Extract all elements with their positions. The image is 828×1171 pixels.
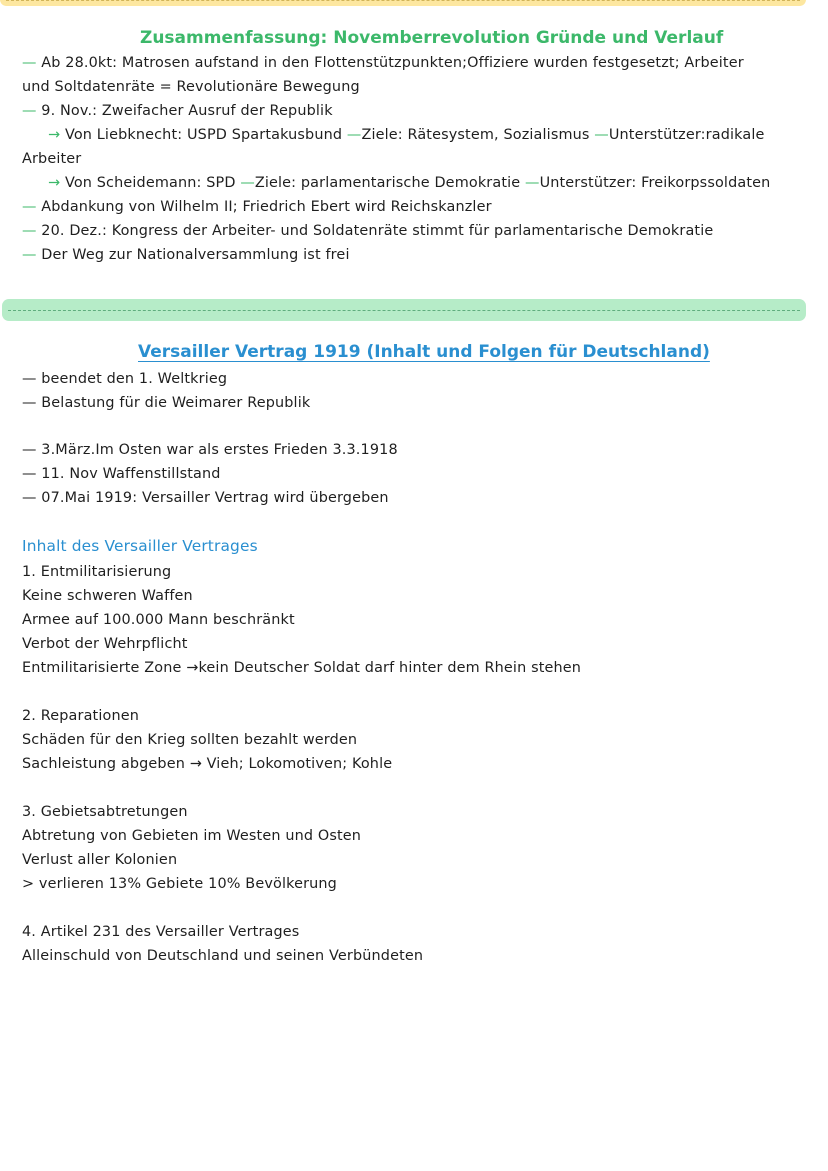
content-line: > verlieren 13% Gebiete 10% Bevölkerung	[22, 876, 337, 892]
arrow-icon: →	[48, 175, 65, 191]
content-line: 2. Reparationen	[22, 708, 139, 724]
section-title-versailles: Versailler Vertrag 1919 (Inhalt und Folgen für Deutschland)	[138, 342, 710, 362]
summary-line: — Ab 28.0kt: Matrosen aufstand in den Flottenstützpunkten;Offiziere wurden festgesetzt; Arbeiter	[22, 55, 744, 71]
middle-divider-band	[2, 299, 806, 321]
summary-line: — Abdankung von Wilhelm II; Friedrich Ebert wird Reichskanzler	[22, 199, 492, 215]
subheading-inhalt: Inhalt des Versailler Vertrages	[22, 537, 258, 555]
content-line: 4. Artikel 231 des Versailler Vertrages	[22, 924, 300, 940]
content-line: Armee auf 100.000 Mann beschränkt	[22, 612, 295, 628]
content-line: Verlust aller Kolonien	[22, 852, 178, 868]
top-divider-band	[0, 0, 806, 6]
content-line: 1. Entmilitarisierung	[22, 564, 172, 580]
treaty-line: — 11. Nov Waffenstillstand	[22, 466, 221, 482]
summary-line-liebknecht: → Von Liebknecht: USPD Spartakusbund —Ziele: Rätesystem, Sozialismus —Unterstützer:radikale	[48, 127, 765, 143]
content-line: Schäden für den Krieg sollten bezahlt werden	[22, 732, 358, 748]
summary-line: — 9. Nov.: Zweifacher Ausruf der Republik	[22, 103, 333, 119]
content-line: Sachleistung abgeben → Vieh; Lokomotiven; Kohle	[22, 756, 393, 772]
section-title-novemberrevolution: Zusammenfassung: Novemberrevolution Gründe und Verlauf	[140, 28, 724, 48]
arrow-icon: →	[48, 127, 65, 143]
content-line: Abtretung von Gebieten im Westen und Osten	[22, 828, 362, 844]
content-line: Keine schweren Waffen	[22, 588, 193, 604]
treaty-line: — beendet den 1. Weltkrieg	[22, 371, 228, 387]
summary-line: — Der Weg zur Nationalversammlung ist frei	[22, 247, 350, 263]
treaty-line: — 07.Mai 1919: Versailler Vertrag wird übergeben	[22, 490, 389, 506]
summary-line-scheidemann: → Von Scheidemann: SPD —Ziele: parlamentarische Demokratie —Unterstützer: Freikorpssoldaten	[48, 175, 771, 191]
summary-line: — 20. Dez.: Kongress der Arbeiter- und Soldatenräte stimmt für parlamentarische Demokratie	[22, 223, 714, 239]
content-line: Verbot der Wehrpflicht	[22, 636, 188, 652]
content-line: Entmilitarisierte Zone →kein Deutscher Soldat darf hinter dem Rhein stehen	[22, 660, 582, 676]
content-line: Alleinschuld von Deutschland und seinen Verbündeten	[22, 948, 424, 964]
summary-line: Arbeiter	[22, 151, 82, 167]
treaty-line: — Belastung für die Weimarer Republik	[22, 395, 311, 411]
content-line: 3. Gebietsabtretungen	[22, 804, 188, 820]
summary-line: und Soltdatenräte = Revolutionäre Bewegung	[22, 79, 360, 95]
treaty-line: — 3.März.Im Osten war als erstes Frieden 3.3.1918	[22, 442, 398, 458]
